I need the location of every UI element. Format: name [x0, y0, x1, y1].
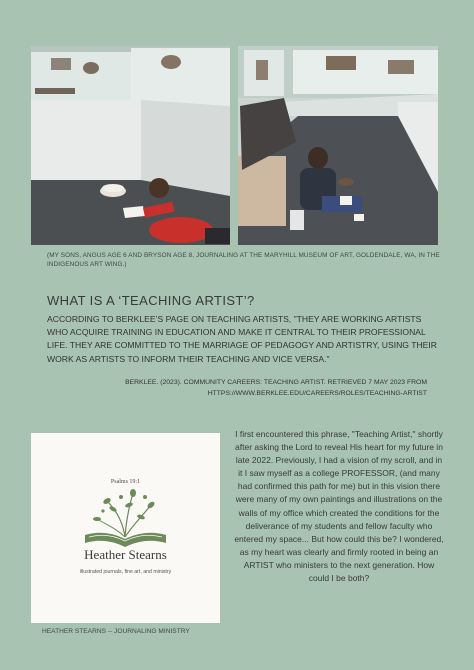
logo-card-caption: HEATHER STEARNS -- JOURNALING MINISTRY	[42, 628, 190, 635]
logo-name: Heather Stearns	[84, 547, 167, 562]
museum-photo-left-image	[31, 46, 230, 245]
museum-photo-right-image	[238, 46, 438, 245]
museum-photo-right	[238, 46, 438, 245]
ministry-logo-card	[31, 433, 220, 623]
museum-photo-left	[31, 46, 230, 245]
citation-line-1: BERKLEE. (2023). COMMUNITY CAREERS: TEACHING ARTIST. RETRIEVED 7 MAY 2023 FROM	[125, 379, 427, 386]
body-paragraph: I first encountered this phrase, "Teaching Artist," shortly after asking the Lord to reveal His heart for my future in late 2022. Previously, I had a vision of my scroll, and in it I saw myself as a college PROFESSOR, (and many had confirmed this path for me) but in this vision there were many of my own paintings and illustrations on the walls of my office which created the conditions for the deliverance of my students and fellow faculty who entered my space... But how could this be? I wondered, as my heart was clearly and firmly rooted in being an ARTIST who ministers to the next generation. How could I be both?	[234, 429, 444, 584]
section-heading: WHAT IS A ‘TEACHING ARTIST’?	[47, 293, 255, 308]
logo-psalm-reference: Psalms 19:1	[110, 479, 141, 485]
logo-tagline: illustrated journals, fine art, and ministry	[79, 569, 172, 575]
citation-url: HTTPS://WWW.BERKLEE.EDU/CAREERS/ROLES/TEACHING-ARTIST	[207, 389, 427, 397]
photo-caption: (MY SONS, ANGUS AGE 6 AND BRYSON AGE 8, JOURNALING AT THE MARYHILL MUSEUM OF ART, GOLDENDALE, WA, IN THE INDIGENOUS ART WING.)	[47, 252, 440, 268]
open-book-botanical-icon	[77, 487, 174, 549]
definition-quote: ACCORDING TO BERKLEE’S PAGE ON TEACHING ARTISTS, "THEY ARE WORKING ARTISTS WHO ACQUIRE TRAINING IN EDUCATION AND MAKE IT CENTRAL TO THEIR PROFESSIONAL LIFE. THEY ARE COMMITTED TO THE MARRIAGE OF PEDAGOGY AND ARTISTRY, USING THEIR WORK AS ARTISTS TO INFORM THEIR TEACHING AND VICE VERSA."	[47, 314, 437, 364]
citation	[60, 378, 427, 399]
